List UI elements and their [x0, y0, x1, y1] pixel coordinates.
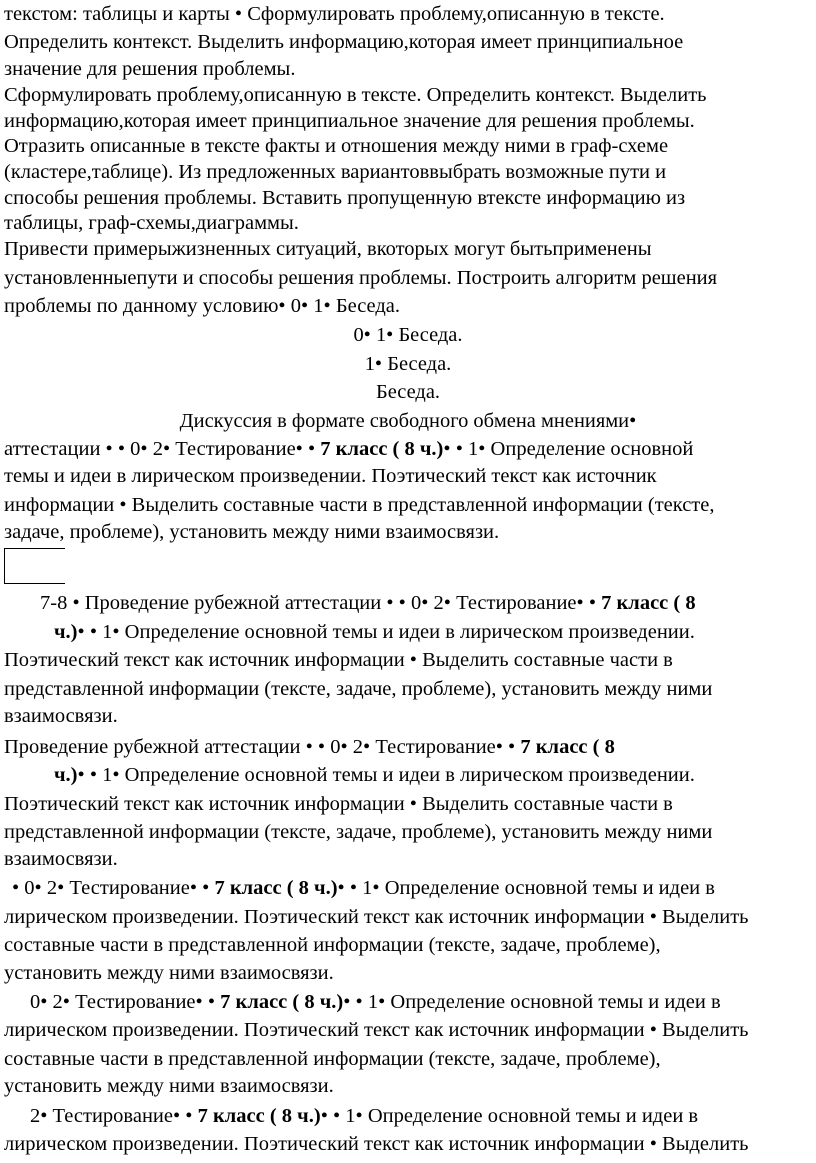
text-run: • • 1• Определение основной темы и идеи в — [343, 991, 721, 1013]
text-line: Поэтический текст как источник информации • Выделить составные части в — [4, 793, 673, 815]
text-line: информации • Выделить составные части в представленной информации (тексте, — [4, 494, 715, 516]
text-line: взаимосвязи. — [4, 848, 118, 870]
text-line: проблемы по данному условию• 0• 1• Беседа. — [4, 295, 401, 317]
text-run: 2• Тестирование• • — [30, 1105, 198, 1127]
text-line — [4, 735, 615, 759]
text-run: 0• 2• Тестирование• • — [30, 991, 221, 1013]
text-line: 1• Беседа. — [364, 353, 452, 375]
text-line: установить между ними взаимосвязи. — [4, 962, 334, 984]
text-run: • • 1• Определение основной темы и идеи в — [320, 1105, 699, 1127]
text-line: Беседа. — [375, 381, 441, 403]
text-line: таблицы, граф-схемы,диаграммы. — [4, 212, 299, 234]
text-line — [40, 591, 696, 615]
text-run: 7-8 • Проведение рубежной аттестации • • 0• 2• Тестирование• • — [40, 592, 602, 614]
text-line: установить между ними взаимосвязи. — [4, 1075, 334, 1097]
text-line: представленной информации (тексте, задаче, проблеме), установить между ними — [4, 678, 713, 700]
text-line: Привести примерыжизненных ситуаций, вкоторых могут бытьприменены — [4, 238, 652, 260]
text-line: установленныепути и способы решения проблемы. Построить алгоритм решения — [4, 267, 718, 289]
bold-heading: 7 класс ( 8 ч.) — [214, 877, 338, 899]
text-line: лирическом произведении. Поэтический текст как источник информации • Выделить — [4, 906, 749, 928]
text-line — [30, 1104, 698, 1128]
text-line: представленной информации (тексте, задаче, проблеме), установить между ними — [4, 821, 713, 843]
text-line — [54, 620, 695, 644]
text-line: текстом: таблицы и карты • Сформулировать проблему,описанную в тексте. — [4, 3, 665, 25]
table-cell-fragment — [4, 548, 65, 584]
text-line: составные части в представленной информации (тексте, задаче, проблеме), — [4, 1048, 661, 1070]
bold-heading: 7 класс ( 8 ч.) — [220, 991, 344, 1013]
text-line — [4, 437, 693, 461]
text-line: составные части в представленной информации (тексте, задаче, проблеме), — [4, 934, 661, 956]
text-line — [30, 990, 721, 1014]
bold-heading: ч.) — [54, 764, 78, 786]
text-line: способы решения проблемы. Вставить пропущенную втексте информацию из — [4, 187, 686, 209]
text-run: • • 1• Определение основной — [443, 438, 694, 460]
text-line: информацию,которая имеет принципиальное значение для решения проблемы. — [4, 110, 695, 132]
text-line: (кластере,таблице). Из предложенных вариантоввыбрать возможные пути и — [4, 161, 667, 183]
text-line — [12, 876, 715, 900]
text-line: 0• 1• Беседа. — [353, 324, 463, 346]
bold-heading: ч.) — [54, 621, 78, 643]
text-line: Поэтический текст как источник информации • Выделить составные части в — [4, 649, 673, 671]
text-line: лирическом произведении. Поэтический текст как источник информации • Выделить — [4, 1133, 749, 1155]
text-run: • 0• 2• Тестирование• • — [12, 877, 215, 899]
text-run: Проведение рубежной аттестации • • 0• 2• Тестирование• • — [4, 736, 521, 758]
bold-heading: 7 класс ( 8 ч.) — [320, 438, 444, 460]
text-run: • • 1• Определение основной темы и идеи в лирическом произведении. — [77, 764, 695, 786]
text-line: значение для решения проблемы. — [4, 58, 296, 80]
bold-heading: 7 класс ( 8 — [601, 592, 696, 614]
bold-heading: 7 класс ( 8 ч.) — [197, 1105, 321, 1127]
text-line: взаимосвязи. — [4, 705, 118, 727]
text-run: аттестации • • 0• 2• Тестирование• • — [4, 438, 321, 460]
text-line: темы и идеи в лирическом произведении. Поэтический текст как источник — [4, 465, 657, 487]
text-line: лирическом произведении. Поэтический текст как источник информации • Выделить — [4, 1019, 749, 1041]
text-line: задаче, проблеме), установить между ними взаимосвязи. — [4, 521, 500, 543]
text-line: Определить контекст. Выделить информацию,которая имеет принципиальное — [4, 31, 684, 53]
text-run: • • 1• Определение основной темы и идеи в — [337, 877, 715, 899]
text-line — [54, 763, 695, 787]
text-line: Дискуссия в формате свободного обмена мнениями• — [179, 410, 637, 432]
text-run: • • 1• Определение основной темы и идеи в лирическом произведении. — [77, 621, 695, 643]
text-line: Отразить описанные в тексте факты и отношения между ними в граф-схеме — [4, 135, 669, 157]
text-line: Сформулировать проблему,описанную в тексте. Определить контекст. Выделить — [4, 84, 707, 106]
bold-heading: 7 класс ( 8 — [520, 736, 615, 758]
